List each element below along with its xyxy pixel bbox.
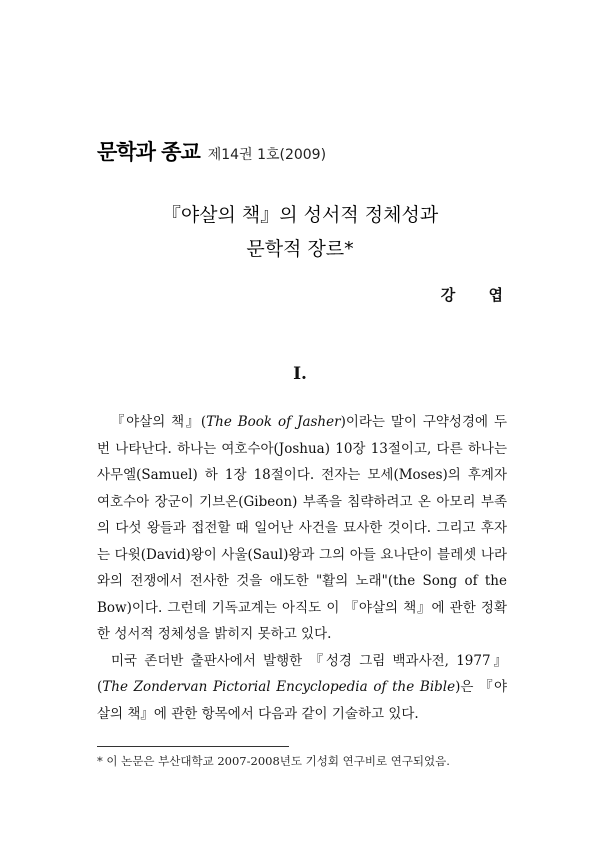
journal-header: [97, 136, 326, 166]
footnote-divider: [97, 746, 289, 747]
article-title: [0, 198, 600, 266]
title-line-2: 문학적 장르*: [246, 238, 354, 260]
p2-part-c: )은 『야살의 책』에 관한 항목에서 다음과 같이 기술하고 있다.: [97, 679, 508, 722]
journal-logo: 문학과 종교: [97, 140, 200, 164]
footnote: * 이 논문은 부산대학교 2007-2008년도 기성회 연구비로 연구되었음.: [97, 754, 450, 768]
journal-issue: 제14권 1호(2009): [207, 147, 327, 163]
p1-part-c: )이라는 말이 구약성경에 두 번 나타난다. 하나는 여호수아(Joshua) 10장 13절이고, 다른 하나는 사무엘(Samuel) 하 1장 18절이다. 전자는 모세(Moses)의 후계자 여호수아 장군이 기브온(Gibeon) 부족을 침략하려고 온 아모리 부족의 다섯 왕들과 접전할 때 일어난 사건을 묘사한 것이다. 그리고 후자는 다윗(David)왕이 사울(Saul)왕과 그의 아들 요나단이 블레셋 나라와의 전쟁에서 전사한 것을 애도한 "활의 노래"(the Song of the Bow)이다. 그런데 기독교계는 아직도 이 『야살의 책』에 관한 정확한 성서적 정체성을 밝히지 못하고 있다.: [97, 414, 507, 642]
author-name: 강 엽: [440, 286, 517, 304]
paragraph-2: [97, 648, 507, 728]
p1-book-title: The Book of Jasher: [206, 414, 341, 430]
section-heading: I.: [293, 364, 307, 384]
paragraph-1: [97, 409, 507, 648]
p2-part-a: 미국 존더반 출판사에서 발행한 『성경 그림 백과사전, 1977』(: [97, 652, 507, 695]
p1-part-a: 『야살의 책』(: [111, 414, 207, 430]
body-text: [97, 409, 507, 727]
title-line-1: 『야살의 책』의 성서적 정체성과: [161, 204, 439, 226]
p2-book-title: The Zondervan Pictorial Encyclopedia of the Bible: [102, 679, 456, 695]
